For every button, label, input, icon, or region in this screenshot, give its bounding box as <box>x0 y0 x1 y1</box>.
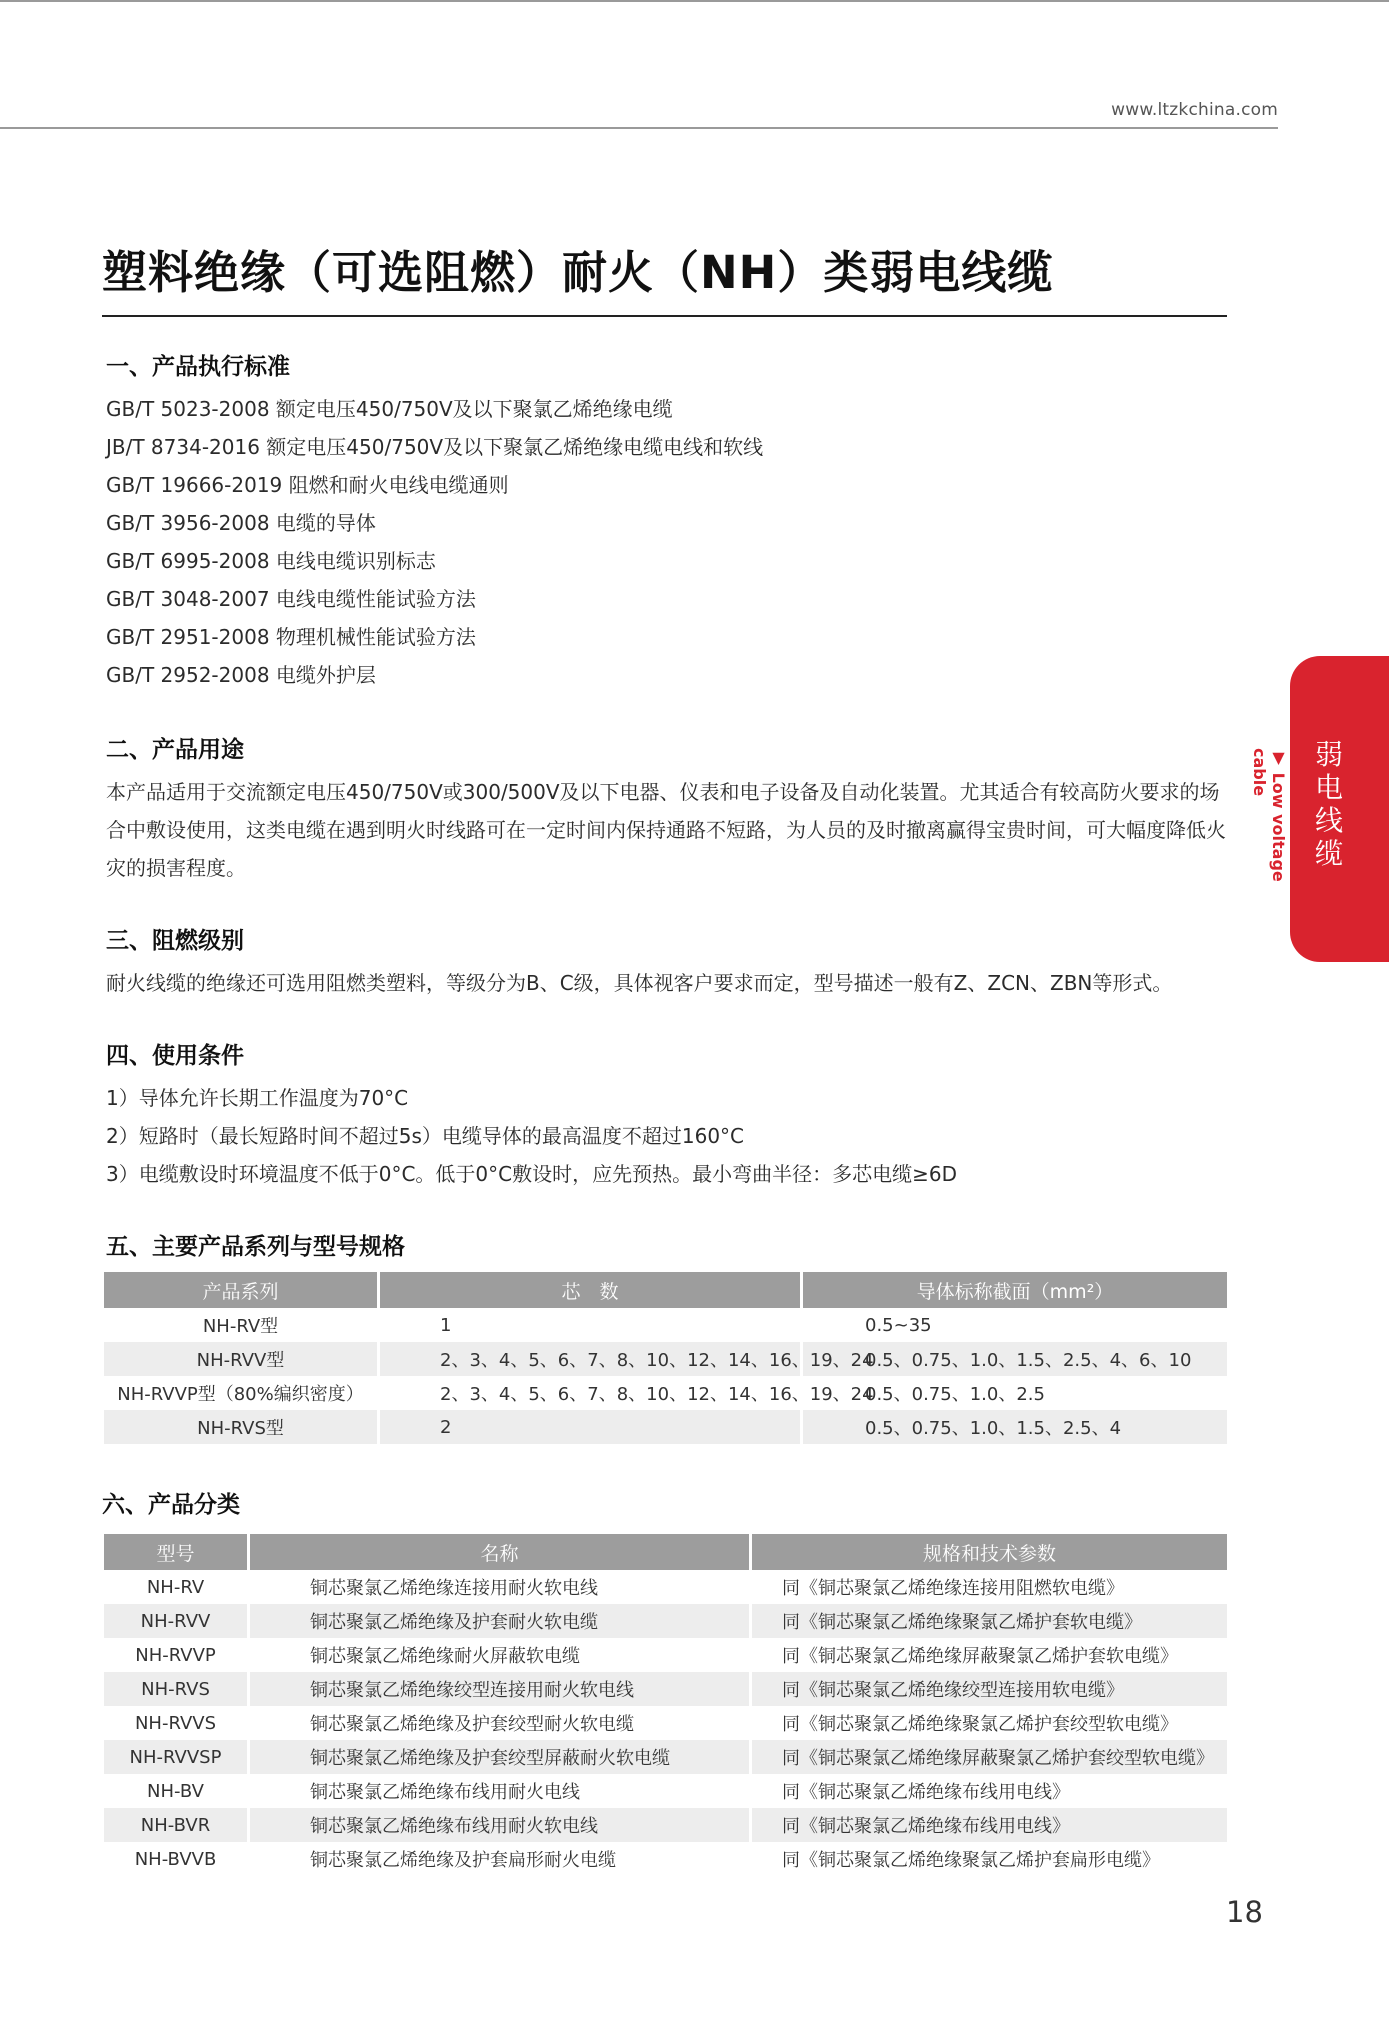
table-cell: 铜芯聚氯乙烯绝缘及护套耐火软电缆 <box>250 1604 752 1638</box>
conditions-section <box>106 1041 1226 1193</box>
series-header-row <box>104 1272 1227 1308</box>
header-rule <box>0 127 1278 129</box>
table-cell: 同《铜芯聚氯乙烯绝缘聚氯乙烯护套绞型软电缆》 <box>782 1714 1178 1735</box>
side-tab-label[interactable]: 弱电线缆 <box>1314 738 1343 870</box>
table-cell: 同《铜芯聚氯乙烯绝缘绞型连接用软电缆》 <box>752 1672 1227 1706</box>
series-heading: 五、主要产品系列与型号规格 <box>106 1234 405 1260</box>
table-cell: NH-RVS型 <box>104 1410 380 1444</box>
table-row <box>104 1774 1227 1808</box>
classification-header-cell: 型号 <box>104 1534 250 1570</box>
page-number: 18 <box>1226 1895 1263 1929</box>
standards-section <box>106 352 1226 694</box>
table-row <box>104 1740 1227 1774</box>
top-rule <box>0 0 1389 2</box>
table-cell: 铜芯聚氯乙烯绝缘及护套绞型耐火软电缆 <box>250 1706 752 1740</box>
usage-text: 本产品适用于交流额定电压450/750V或300/500V及以下电器、仪表和电子设备及自动化装置。尤其适合有较高防火要求的场合中敷设使用，这类电缆在遇到明火时线路可在一定时间内保持通路不短路，为人员的及时撤离赢得宝贵时间，可大幅度降低火灾的损害程度。 <box>106 780 1226 880</box>
standard-item: GB/T 19666-2019 阻燃和耐火电线电缆通则 <box>106 473 509 497</box>
table-cell: 铜芯聚氯乙烯绝缘布线用耐火软电线 <box>250 1808 752 1842</box>
table-cell: 铜芯聚氯乙烯绝缘连接用耐火软电线 <box>250 1570 752 1604</box>
classification-table <box>104 1534 1227 1876</box>
standard-item: GB/T 2951-2008 物理机械性能试验方法 <box>106 625 476 649</box>
table-cell: 铜芯聚氯乙烯绝缘及护套绞型屏蔽耐火软电缆 <box>250 1740 752 1774</box>
table-cell: 0.5、0.75、1.0、2.5 <box>865 1384 1045 1405</box>
condition-item: 1）导体允许长期工作温度为70°C <box>106 1086 409 1110</box>
condition-item: 2）短路时（最长短路时间不超过5s）电缆导体的最高温度不超过160°C <box>106 1124 745 1148</box>
table-row <box>104 1638 1227 1672</box>
table-cell: 铜芯聚氯乙烯绝缘绞型连接用耐火软电线 <box>250 1672 752 1706</box>
table-cell: 同《铜芯聚氯乙烯绝缘聚氯乙烯护套软电缆》 <box>752 1604 1227 1638</box>
table-cell: 铜芯聚氯乙烯绝缘及护套扁形耐火电缆 <box>250 1842 752 1876</box>
standard-item: JB/T 8734-2016 额定电压450/750V及以下聚氯乙烯绝缘电缆电线和软线 <box>106 435 764 459</box>
standards-heading: 一、产品执行标准 <box>106 354 290 380</box>
table-cell: 同《铜芯聚氯乙烯绝缘布线用电线》 <box>752 1808 1227 1842</box>
series-header-cell: 产品系列 <box>104 1272 380 1308</box>
table-cell: 同《铜芯聚氯乙烯绝缘聚氯乙烯护套扁形电缆》 <box>782 1850 1160 1871</box>
table-cell: NH-RVS <box>104 1672 250 1706</box>
table-row <box>104 1376 1227 1410</box>
classification-header-cell: 规格和技术参数 <box>752 1534 1227 1570</box>
table-cell: NH-BVR <box>104 1808 250 1842</box>
table-cell: NH-RVV <box>104 1604 250 1638</box>
standard-item: GB/T 3956-2008 电缆的导体 <box>106 511 376 535</box>
table-cell: NH-RVV型 <box>104 1342 380 1376</box>
table-row <box>104 1570 1227 1604</box>
title-rule <box>102 315 1227 317</box>
table-cell: 同《铜芯聚氯乙烯绝缘连接用阻燃软电缆》 <box>782 1578 1124 1599</box>
series-header-cell: 芯 数 <box>380 1272 803 1308</box>
table-cell: 2、3、4、5、6、7、8、10、12、14、16、19、24 <box>380 1342 803 1376</box>
table-cell: 同《铜芯聚氯乙烯绝缘屏蔽聚氯乙烯护套软电缆》 <box>782 1646 1178 1667</box>
classification-heading: 六、产品分类 <box>102 1492 240 1518</box>
standard-item: GB/T 3048-2007 电线电缆性能试验方法 <box>106 587 476 611</box>
table-row <box>104 1410 1227 1444</box>
table-cell: 铜芯聚氯乙烯绝缘耐火屏蔽软电缆 <box>250 1638 752 1672</box>
table-row <box>104 1308 1227 1342</box>
condition-item: 3）电缆敷设时环境温度不低于0°C。低于0°C敷设时，应先预热。最小弯曲半径：多芯电缆≥6D <box>106 1162 957 1186</box>
flame-heading: 三、阻燃级别 <box>106 928 244 954</box>
classification-header-cell: 名称 <box>250 1534 752 1570</box>
table-row <box>104 1604 1227 1638</box>
conditions-heading: 四、使用条件 <box>106 1043 244 1069</box>
table-cell: 同《铜芯聚氯乙烯绝缘布线用电线》 <box>782 1782 1070 1803</box>
classification-header-row <box>104 1534 1227 1570</box>
table-cell: 2、3、4、5、6、7、8、10、12、14、16、19、24 <box>380 1376 803 1410</box>
table-cell: 0.5~35 <box>865 1314 932 1336</box>
table-row <box>104 1842 1227 1876</box>
flame-text: 耐火线缆的绝缘还可选用阻燃类塑料，等级分为B、C级，具体视客户要求而定，型号描述一般有Z、ZCN、ZBN等形式。 <box>106 971 1173 995</box>
table-row <box>104 1808 1227 1842</box>
table-cell: 0.5、0.75、1.0、1.5、2.5、4、6、10 <box>803 1342 1227 1376</box>
table-cell: NH-RVVP <box>104 1638 250 1672</box>
table-cell: 0.5、0.75、1.0、1.5、2.5、4 <box>803 1410 1227 1444</box>
page-title: 塑料绝缘（可选阻燃）耐火（NH）类弱电线缆 <box>102 246 1054 299</box>
usage-section <box>106 735 1226 887</box>
side-tab-english-label: ▼ Low voltage cable <box>1250 748 1288 882</box>
table-cell: 2 <box>380 1410 803 1444</box>
standard-item: GB/T 5023-2008 额定电压450/750V及以下聚氯乙烯绝缘电缆 <box>106 397 673 421</box>
table-cell: 铜芯聚氯乙烯绝缘布线用耐火电线 <box>250 1774 752 1808</box>
table-cell: NH-RV型 <box>104 1308 380 1342</box>
table-cell: NH-RVVS <box>104 1706 250 1740</box>
table-cell: 同《铜芯聚氯乙烯绝缘屏蔽聚氯乙烯护套绞型软电缆》 <box>752 1740 1227 1774</box>
website-url[interactable]: www.ltzkchina.com <box>1111 100 1278 120</box>
table-cell: NH-RV <box>104 1570 250 1604</box>
table-row <box>104 1342 1227 1376</box>
standard-item: GB/T 2952-2008 电缆外护层 <box>106 663 376 687</box>
table-row <box>104 1706 1227 1740</box>
table-cell: NH-RVVSP <box>104 1740 250 1774</box>
standard-item: GB/T 6995-2008 电线电缆识别标志 <box>106 549 436 573</box>
flame-section <box>106 926 1226 1002</box>
series-header-cell: 导体标称截面（mm²） <box>803 1272 1227 1308</box>
table-cell: 1 <box>380 1308 803 1342</box>
table-row <box>104 1672 1227 1706</box>
series-table <box>104 1272 1227 1444</box>
table-cell: NH-BVVB <box>104 1842 250 1876</box>
table-cell: NH-BV <box>104 1774 250 1808</box>
table-cell: NH-RVVP型（80%编织密度） <box>104 1376 380 1410</box>
usage-heading: 二、产品用途 <box>106 737 244 763</box>
